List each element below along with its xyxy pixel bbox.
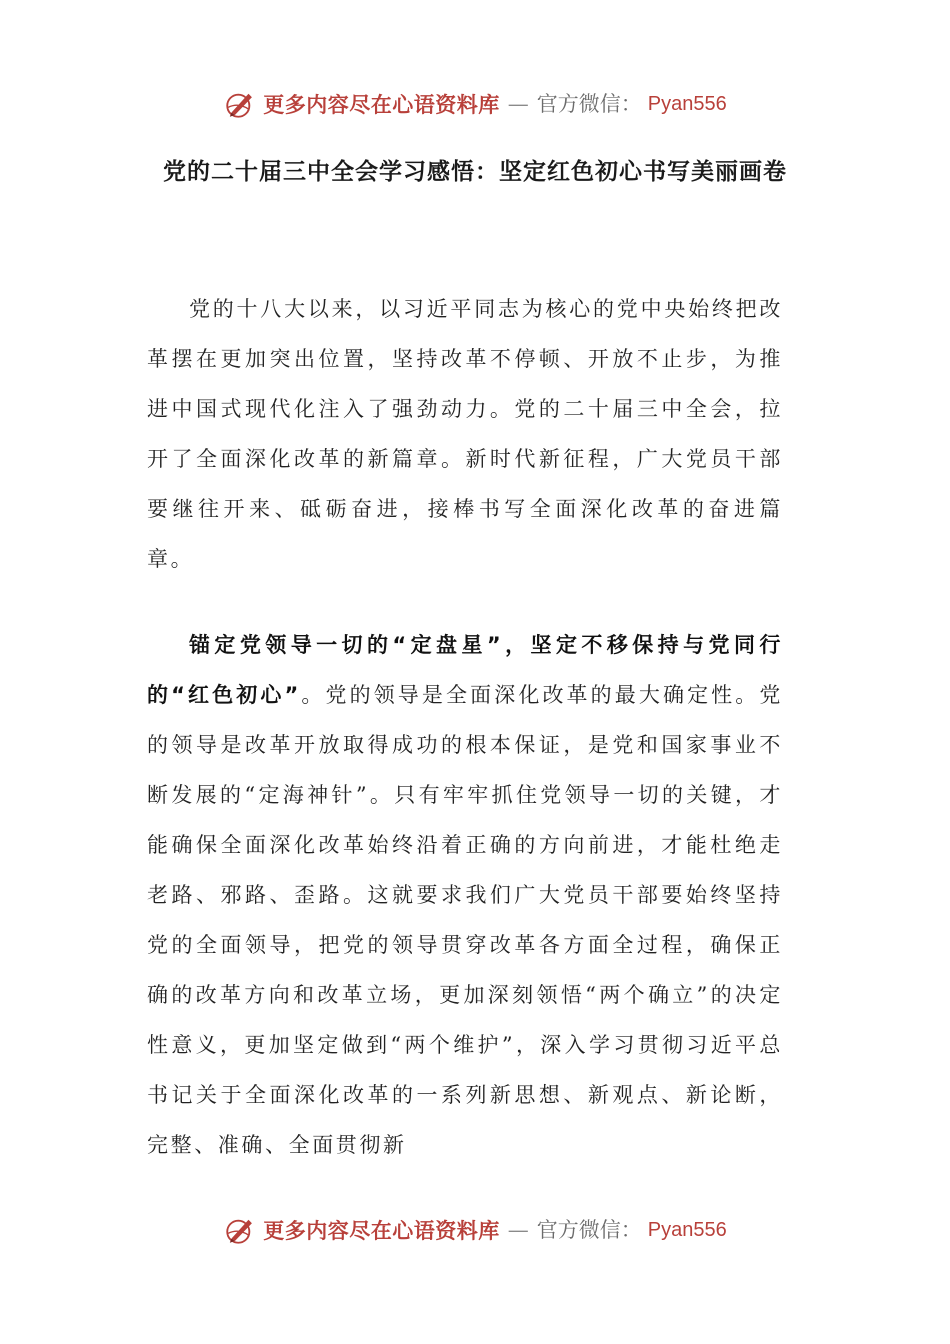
document-title: 党的二十届三中全会学习感悟：坚定红色初心书写美丽画卷 (163, 159, 787, 185)
banner-wechat-id: Pyan556 (647, 1219, 727, 1241)
pen-logo-icon (223, 1213, 257, 1247)
paragraph-text: 党的十八大以来，以习近平同志为核心的党中央始终把改革摆在更加突出位置，坚持改革不停顿、开放不止步，为推进中国式现代化注入了强劲动力。党的二十届三中全会，拉开了全面深化改革的新篇章。新时代新征程，广大党员干部要继往开来、砥砺奋进，接棒书写全面深化改革的奋进篇章。 (147, 297, 783, 571)
pen-logo-icon (223, 87, 257, 121)
document-body (147, 284, 783, 1170)
banner-wechat-id: Pyan556 (647, 93, 727, 115)
body-paragraph-2 (147, 620, 783, 1170)
footer-banner (0, 1208, 950, 1252)
header-banner (0, 82, 950, 126)
banner-separator: — (507, 91, 529, 116)
body-paragraph-1 (147, 284, 783, 584)
banner-wechat-label: 官方微信： (536, 91, 642, 116)
banner-separator: — (507, 1217, 529, 1242)
paragraph-lead-heading: 锚定党领导一切的“定盘星”，坚定不移保持与党同行的“红色初心” (147, 633, 783, 707)
banner-brand-text: 更多内容尽在心语资料库 (263, 91, 500, 117)
banner-wechat-label: 官方微信： (536, 1217, 642, 1242)
banner-brand-text: 更多内容尽在心语资料库 (263, 1217, 500, 1243)
paragraph-text: 。党的领导是全面深化改革的最大确定性。党的领导是改革开放取得成功的根本保证，是党和国家事业不断发展的“定海神针”。只有牢牢抓住党领导一切的关键，才能确保全面深化改革始终沿着正确的方向前进，才能杜绝走老路、邪路、歪路。这就要求我们广大党员干部要始终坚持党的全面领导，把党的领导贯穿改革各方面全过程，确保正确的改革方向和改革立场，更加深刻领悟“两个确立”的决定性意义，更加坚定做到“两个维护”，深入学习贯彻习近平总书记关于全面深化改革的一系列新思想、新观点、新论断，完整、准确、全面贯彻新 (147, 683, 784, 1157)
